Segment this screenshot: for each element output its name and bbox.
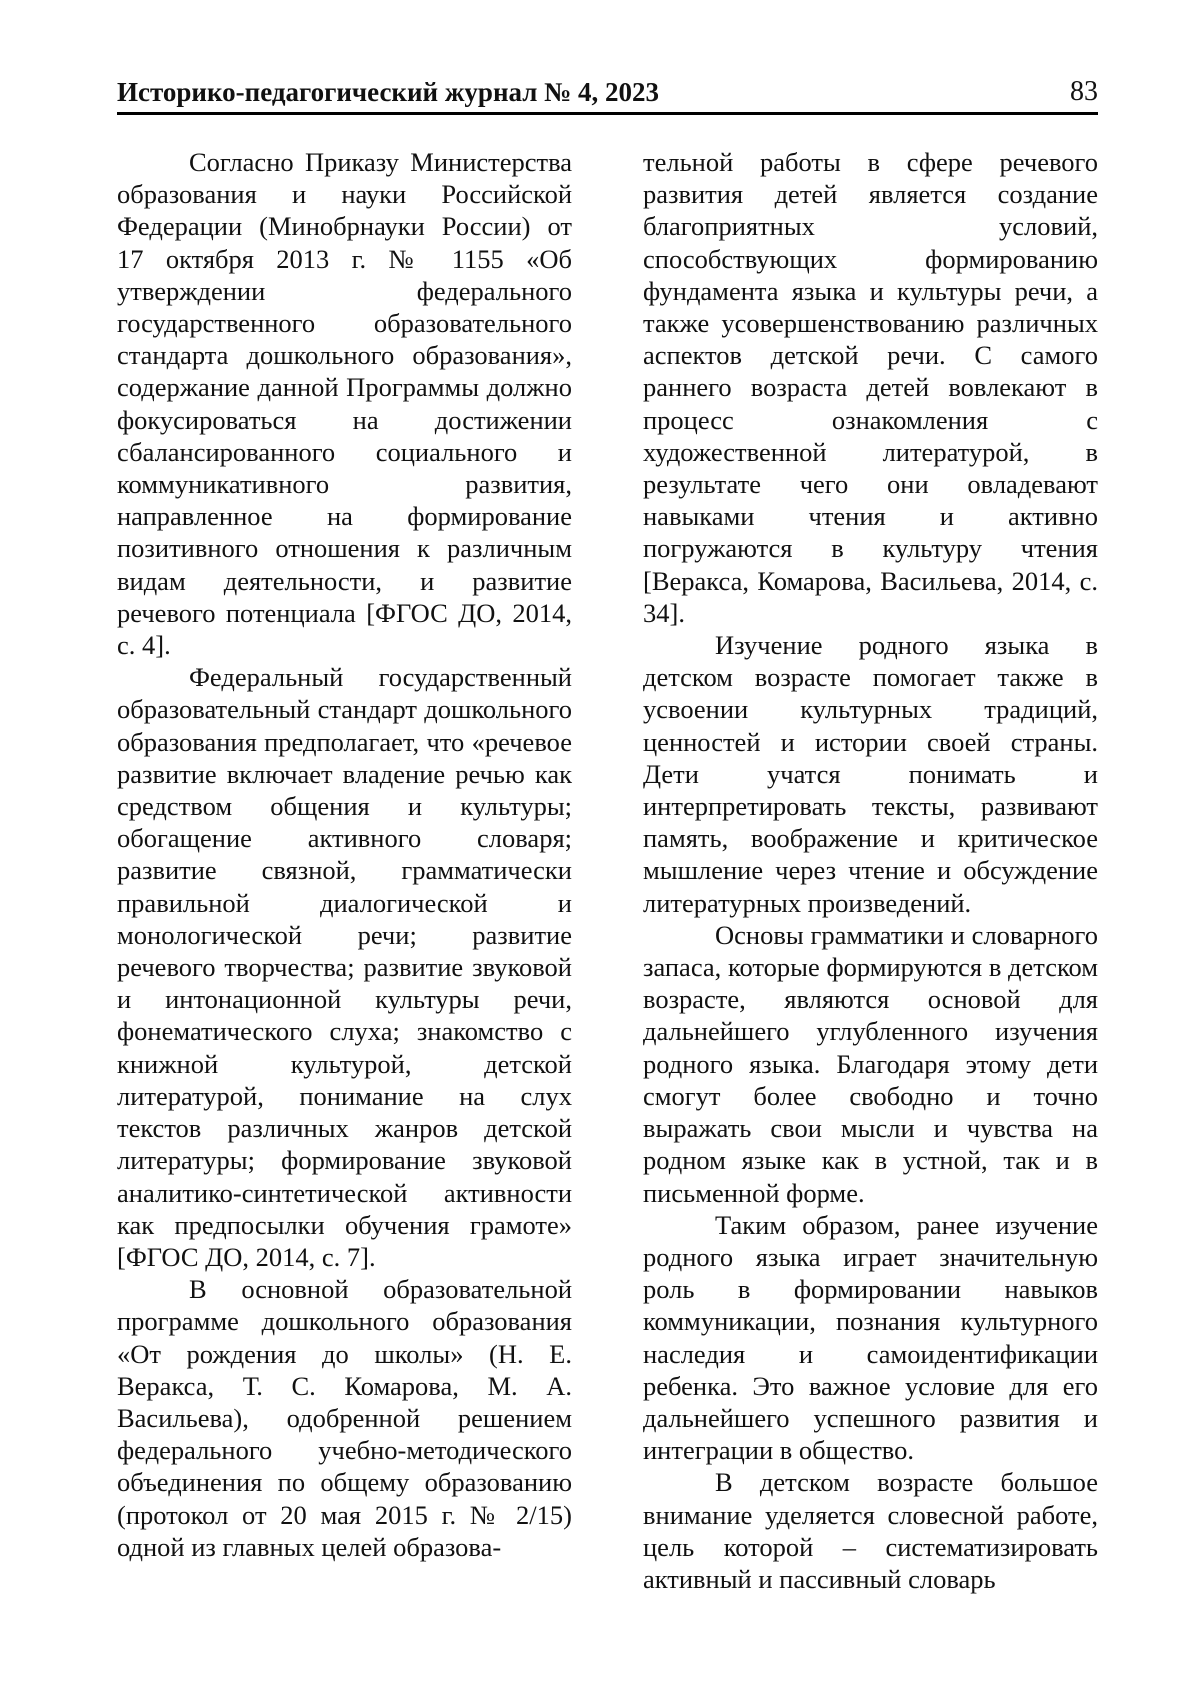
right-column — [643, 146, 1098, 1595]
paragraph: Федеральный государственный образовательный стандарт дошкольного образования предполагает, что «речевое развитие включает владение речью как средством общения и культуры; обогащение активного словаря; развитие связной, грамматически правильной диалогической и монологической речи; развитие речевого творчества; развитие звуковой и интонационной культуры речи, фонематического слуха; знакомство с книжной культурой, детской литературой, понимание на слух текстов различных жанров детской литературы; формирование звуковой аналитико-синтетической активности как предпосылки обучения грамоте» [ФГОС ДО, 2014, с. 7]. — [117, 662, 572, 1272]
paragraph-continuation: тельной работы в сфере речевого развития детей является создание благоприятных условий, способствующих формированию фундамента языка и культуры речи, а также усовершенствованию различных аспектов детской речи. С самого раннего возраста детей вовлекают в процесс ознакомления с художественной литературой, в результате чего они овладевают навыками чтения и активно погружаются в культуру чтения [Веракса, Комарова, Васильева, 2014, с. 34]. — [643, 147, 1098, 628]
running-header — [117, 76, 1098, 115]
paragraph: В детском возрасте большое внимание уделяется словесной работе, цель которой – систематизировать активный и пассивный словарь — [643, 1467, 1098, 1594]
paragraph: Основы грамматики и словарного запаса, которые формируются в детском возрасте, являются основой для дальнейшего углубленного изучения родного языка. Благодаря этому дети смогут более свободно и точно выражать свои мысли и чувства на родном языке как в устной, так и в письменной форме. — [643, 919, 1098, 1208]
paragraph: Таким образом, ранее изучение родного языка играет значительную роль в формировании навыков коммуникации, познания культурного наследия и самоидентификации ребенка. Это важное условие для его дальнейшего успешного развития и интеграции в общество. — [643, 1209, 1098, 1466]
journal-title: Историко-педагогический журнал № 4, 2023 — [117, 77, 660, 107]
left-column — [117, 146, 572, 1563]
paragraph: В основной образовательной программе дошкольного образования «От рождения до школы» (Н. Е. Веракса, Т. С. Комарова, М. А. Васильева), одобренной решением федерального учебно-методического объединения по общему образованию (протокол от 20 мая 2015 г. № 2/15) одной из главных целей образова- — [117, 1274, 572, 1562]
page-number: 83 — [1070, 76, 1098, 107]
paragraph: Согласно Приказу Министерства образования и науки Российской Федерации (Минобрнауки России) от 17 октября 2013 г. № 1155 «Об утверждении федерального государственного образовательного стандарта дошкольного образования», содержание данной Программы должно фокусироваться на достижении сбалансированного социального и коммуникативного развития, направленное на формирование позитивного отношения к различным видам деятельности, и развитие речевого потенциала [ФГОС ДО, 2014, с. 4]. — [117, 147, 572, 661]
paragraph: Изучение родного языка в детском возрасте помогает также в усвоении культурных традиций, ценностей и истории своей страны. Дети учатся понимать и интерпретировать тексты, развивают память, воображение и критическое мышление через чтение и обсуждение литературных произведений. — [643, 630, 1098, 918]
